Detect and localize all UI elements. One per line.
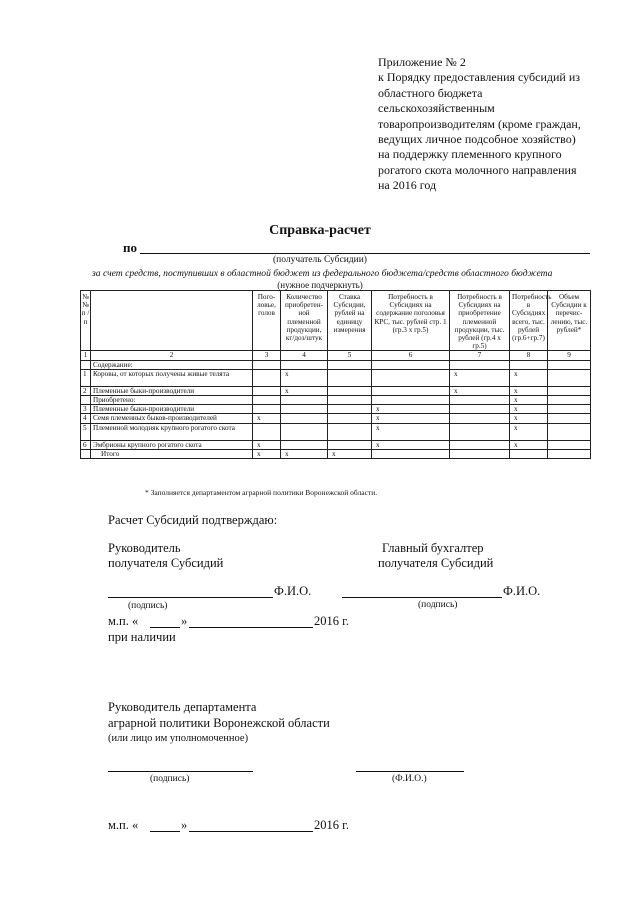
underline-caption: (нужное подчеркнуть) — [277, 280, 363, 290]
cell — [450, 396, 510, 405]
column-number: 2 — [91, 351, 253, 360]
cell — [510, 360, 548, 369]
annex-line: Приложение № 2 — [378, 55, 466, 69]
annex-line: к Порядку предоставления субсидий из — [378, 70, 580, 85]
cell — [548, 369, 591, 386]
cell: x — [510, 386, 548, 395]
cell — [548, 414, 591, 423]
department-fio-caption: (Ф.И.О.) — [392, 774, 427, 784]
cell — [548, 440, 591, 449]
cell — [548, 423, 591, 440]
head-title-line1: Руководитель — [108, 541, 181, 555]
column-header: Количество приобретен- ной племенной продукции, кг/доз/штук — [281, 291, 328, 351]
column-number: 7 — [450, 351, 510, 360]
column-header: Потребность в Субсидиях на содержание поголовья КРС, тыс. рублей стр. 1 (гр.3 х гр.5) — [372, 291, 450, 351]
row-number: 3 — [81, 405, 91, 414]
cell — [281, 414, 328, 423]
column-header: № № п / п — [81, 291, 91, 351]
cell — [450, 414, 510, 423]
confirm-heading: Расчет Субсидий подтверждаю: — [108, 513, 278, 527]
row-name: Племенные быки-производители — [91, 405, 253, 414]
funds-line: за счет средств, поступивших в областной бюджет из федерального бюджета/средств областного бюджета — [92, 268, 553, 279]
table-row — [81, 440, 591, 449]
column-numbers-row — [81, 351, 591, 360]
cell: x — [450, 386, 510, 395]
cell: x — [253, 414, 281, 423]
table-row — [81, 405, 591, 414]
cell — [328, 414, 372, 423]
po-label: по — [123, 240, 137, 255]
row-number: 5 — [81, 423, 91, 440]
department-stamp-open: м.п. « — [108, 818, 139, 832]
department-month-line — [189, 831, 313, 832]
cell — [328, 440, 372, 449]
cell — [548, 396, 591, 405]
cell: x — [372, 414, 450, 423]
cell — [372, 396, 450, 405]
cell — [281, 423, 328, 440]
column-number: 8 — [510, 351, 548, 360]
stamp-date-close: » — [181, 614, 188, 628]
department-line2: аграрной политики Воронежской области — [108, 716, 330, 730]
table-row — [81, 396, 591, 405]
cell — [372, 386, 450, 395]
annex-line: на поддержку племенного крупного — [378, 147, 562, 162]
annex-line: сельскохозяйственным — [378, 101, 495, 116]
day-line — [150, 627, 180, 628]
column-number: 5 — [328, 351, 372, 360]
department-line3: (или лицо им уполномоченное) — [108, 733, 249, 744]
row-name: Итого — [91, 449, 253, 458]
cell: x — [253, 440, 281, 449]
cell: x — [372, 423, 450, 440]
cell: x — [372, 405, 450, 414]
cell — [253, 369, 281, 386]
table-row — [81, 369, 591, 386]
cell — [450, 405, 510, 414]
cell — [328, 423, 372, 440]
accountant-title-line1: Главный бухгалтер — [382, 541, 484, 555]
table-total-row — [81, 449, 591, 458]
department-signature-line — [108, 771, 253, 772]
recipient-line — [140, 253, 590, 254]
cell — [372, 449, 450, 458]
cell — [281, 360, 328, 369]
recipient-caption: (получатель Субсидии) — [273, 255, 367, 265]
table-footnote: * Заполняется департаментом аграрной политики Воронежской области. — [145, 488, 378, 497]
cell: x — [510, 423, 548, 440]
row-number: 1 — [81, 369, 91, 386]
cell — [253, 386, 281, 395]
if-any-label: при наличии — [108, 630, 176, 644]
cell — [253, 405, 281, 414]
row-number — [81, 360, 91, 369]
cell: x — [450, 369, 510, 386]
column-header: Потребность в Субсидиях на приобретение племенной продукции, тыс. рублей (гр.4 х гр.5) — [450, 291, 510, 351]
month-line — [189, 627, 313, 628]
annex-line: на 2016 год — [378, 178, 437, 193]
cell — [281, 396, 328, 405]
annex-line: ведущих личное подсобное хозяйство) — [378, 132, 576, 147]
cell: x — [253, 449, 281, 458]
cell — [328, 396, 372, 405]
table-row — [81, 423, 591, 440]
row-name: Племенной молодняк крупного рогатого скота — [91, 423, 253, 440]
head-signature-line — [108, 597, 273, 598]
cell: x — [510, 440, 548, 449]
cell — [450, 423, 510, 440]
column-header — [91, 291, 253, 351]
cell — [450, 360, 510, 369]
cell — [548, 386, 591, 395]
cell — [328, 405, 372, 414]
stamp-date-open: м.п. « — [108, 614, 139, 628]
cell: x — [281, 369, 328, 386]
cell — [372, 360, 450, 369]
column-header: Объем Субсидии к перечис- лению, тыс. рублей* — [548, 291, 591, 351]
cell: x — [281, 386, 328, 395]
column-header: Потребность в Субсидиях всего, тыс. рублей (гр.6+гр.7) — [510, 291, 548, 351]
cell — [328, 360, 372, 369]
row-name: Приобретено: — [91, 396, 253, 405]
table-header-row — [81, 291, 591, 351]
row-name: Эмбрионы крупного рогатого скота — [91, 440, 253, 449]
document-title: Справка-расчет — [269, 223, 371, 238]
column-number: 1 — [81, 351, 91, 360]
department-fio-line — [356, 771, 464, 772]
accountant-title-line2: получателя Субсидий — [378, 556, 494, 570]
cell — [253, 396, 281, 405]
cell: x — [372, 440, 450, 449]
head-title-line2: получателя Субсидий — [108, 556, 224, 570]
row-number — [81, 449, 91, 458]
cell: x — [510, 369, 548, 386]
cell — [328, 386, 372, 395]
accountant-sign-caption: (подпись) — [418, 600, 458, 610]
column-header: Ставка Субсидии, рублей на единицу измерения — [328, 291, 372, 351]
cell — [372, 369, 450, 386]
cell — [281, 440, 328, 449]
column-number: 9 — [548, 351, 591, 360]
table-row — [81, 360, 591, 369]
stamp-year: 2016 г. — [314, 614, 349, 628]
column-number: 4 — [281, 351, 328, 360]
cell — [548, 449, 591, 458]
cell: x — [510, 396, 548, 405]
cell — [450, 440, 510, 449]
department-stamp-close: » — [181, 818, 188, 832]
department-year: 2016 г. — [314, 818, 349, 832]
cell — [548, 360, 591, 369]
annex-line: областного бюджета — [378, 85, 483, 100]
table-row — [81, 386, 591, 395]
annex-line: рогатого скота молочного направления — [378, 162, 577, 177]
row-name: Племенные быки-производители — [91, 386, 253, 395]
row-name: Семя племенных быков-производителей — [91, 414, 253, 423]
cell: x — [281, 449, 328, 458]
cell — [510, 449, 548, 458]
column-header: Пого- ловье, голов — [253, 291, 281, 351]
accountant-signature-line — [342, 597, 502, 598]
department-day-line — [150, 831, 180, 832]
row-name: Содержание: — [91, 360, 253, 369]
department-sign-caption: (подпись) — [150, 774, 190, 784]
head-fio-label: Ф.И.О. — [274, 584, 312, 598]
cell — [548, 405, 591, 414]
cell — [281, 405, 328, 414]
row-number: 4 — [81, 414, 91, 423]
head-sign-caption: (подпись) — [128, 601, 168, 611]
cell: x — [510, 405, 548, 414]
cell — [253, 423, 281, 440]
accountant-fio-label: Ф.И.О. — [503, 584, 541, 598]
calculation-table — [80, 290, 591, 459]
cell — [450, 449, 510, 458]
table-row — [81, 414, 591, 423]
row-number: 6 — [81, 440, 91, 449]
annex-line: товаропроизводителям (кроме граждан, — [378, 116, 581, 131]
cell: x — [510, 414, 548, 423]
column-number: 3 — [253, 351, 281, 360]
row-number: 2 — [81, 386, 91, 395]
cell — [328, 369, 372, 386]
row-name: Коровы, от которых получены живые телята — [91, 369, 253, 386]
column-number: 6 — [372, 351, 450, 360]
row-number — [81, 396, 91, 405]
cell: x — [328, 449, 372, 458]
annex-block — [378, 55, 581, 194]
department-line1: Руководитель департамента — [108, 700, 257, 714]
cell — [253, 360, 281, 369]
